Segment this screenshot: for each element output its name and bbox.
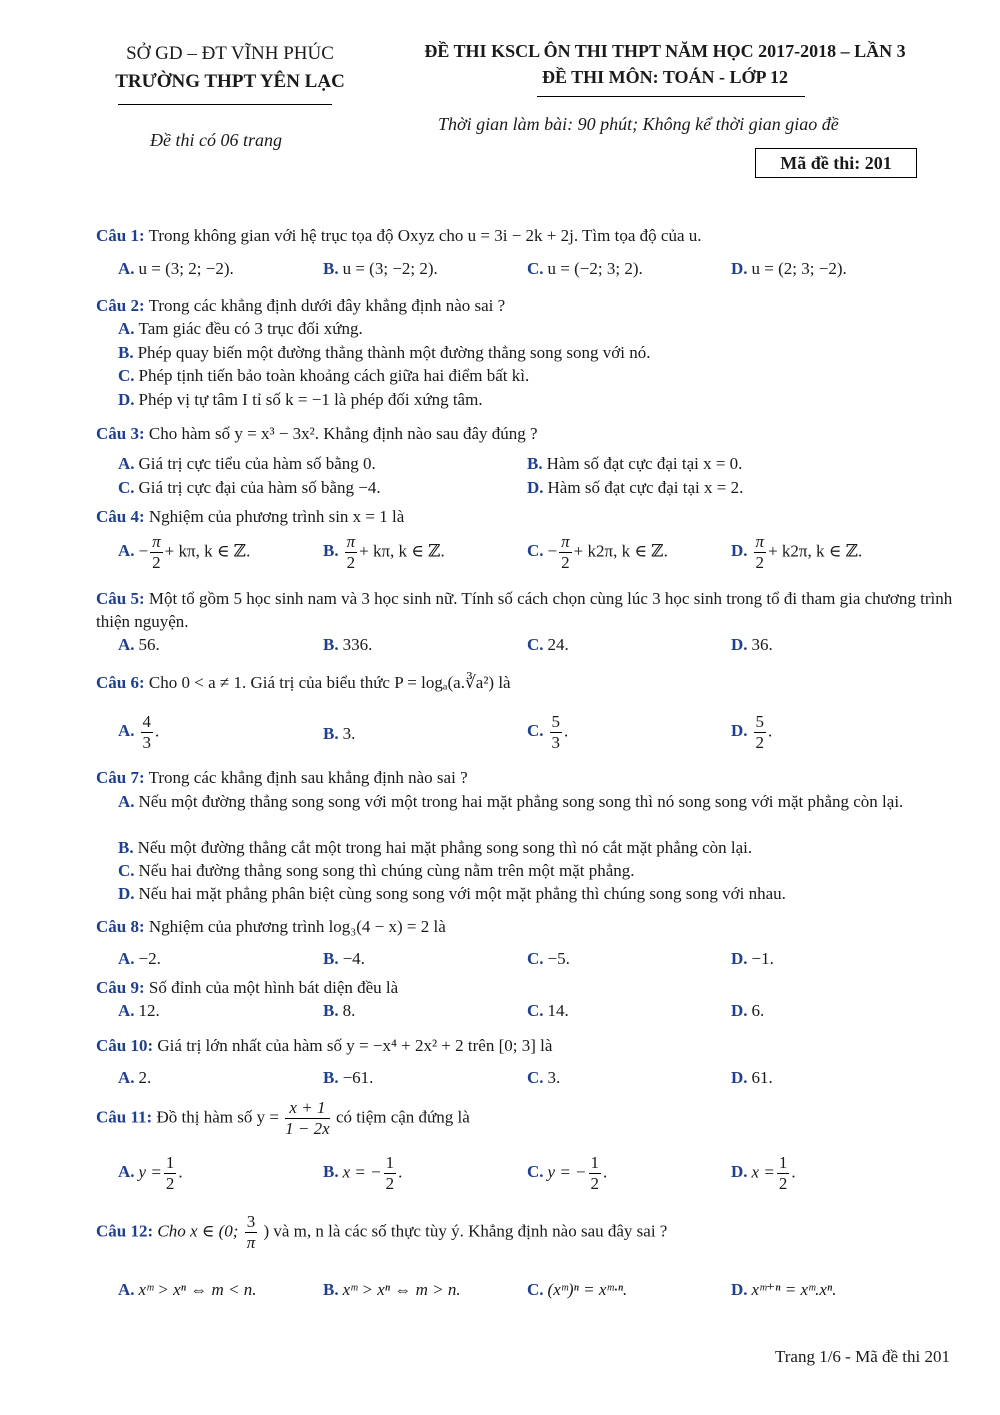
q9-option-b[interactable]	[323, 999, 355, 1022]
option-letter: B.	[323, 949, 339, 968]
option-text: x =	[751, 1162, 775, 1182]
option-letter: A.	[118, 454, 135, 473]
option-text: 56.	[138, 635, 160, 654]
q11-option-c[interactable]: C. y = − $\frac{1}{2}$ .	[527, 1153, 608, 1193]
q3-option-c[interactable]	[118, 476, 381, 499]
fraction-numerator: x + 1	[285, 1098, 330, 1119]
q7-option-b[interactable]	[118, 836, 968, 859]
option-text: y =	[138, 1162, 162, 1182]
q1-option-a[interactable]	[118, 257, 234, 280]
q6-option-d[interactable]	[731, 712, 772, 753]
dept-name: SỞ GD – ĐT VĨNH PHÚC	[126, 43, 334, 64]
q5-option-c[interactable]	[527, 633, 569, 656]
option-text: Hàm số đạt cực đại tại x = 0.	[546, 454, 743, 473]
option-text: −5.	[547, 949, 570, 968]
header-right	[380, 38, 950, 90]
question-4	[96, 505, 966, 528]
option-text: 336.	[342, 635, 373, 654]
option-letter: A.	[118, 721, 135, 741]
q11-option-d[interactable]: D. x = $\frac{1}{2}$ .	[731, 1153, 796, 1193]
interval-fraction: $\frac{3}{\pi}$	[246, 1212, 256, 1252]
q2-option-a[interactable]	[118, 317, 968, 340]
option-letter: B.	[323, 259, 339, 278]
question-2	[96, 294, 966, 317]
option-letter: D.	[731, 541, 748, 561]
question-label: Câu 6:	[96, 673, 145, 692]
fraction: $\frac{1}{2}$	[165, 1153, 175, 1193]
option-letter: B.	[323, 1162, 339, 1182]
question-text: Giá trị lớn nhất của hàm số y = −x⁴ + 2x² + 2 trên [0; 3] là	[157, 1036, 553, 1055]
question-label: Câu 3:	[96, 424, 145, 443]
fraction: $\frac{\pi}{2}$	[152, 532, 161, 572]
option-text: 61.	[751, 1068, 773, 1087]
option-text: 14.	[547, 1001, 569, 1020]
q6-option-a[interactable]	[118, 712, 159, 753]
q4-option-c[interactable]: C. − $\frac{\pi}{2}$ + k2π, k ∈ ℤ.	[527, 532, 668, 572]
header-left-rule	[118, 104, 332, 105]
option-text: u = (2; 3; −2).	[751, 259, 847, 278]
question-label: Câu 12:	[96, 1221, 154, 1241]
option-letter: D.	[731, 1280, 748, 1299]
option-text: Nếu hai mặt phẳng phân biệt cùng song song với một mặt phẳng thì chúng song song với nhau.	[138, 884, 786, 903]
question-text: Một tổ gồm 5 học sinh nam và 3 học sinh nữ. Tính số cách chọn cùng lúc 3 học sinh trong tổ đi tham gia chương trình thiện nguyện.	[96, 589, 953, 631]
q12-option-d[interactable]	[731, 1278, 837, 1301]
option-text: (xᵐ)ⁿ = xᵐ·ⁿ.	[547, 1280, 628, 1299]
option-letter: B.	[527, 454, 543, 473]
fraction-denominator: 1 − 2x	[285, 1119, 330, 1138]
option-text: + kπ, k ∈ ℤ.	[164, 541, 251, 561]
option-text: 3.	[342, 724, 356, 743]
fraction: $\frac{\pi}{2}$	[561, 532, 570, 572]
q8-option-a[interactable]	[118, 947, 161, 970]
q10-option-d[interactable]	[731, 1066, 773, 1089]
option-text: 8.	[342, 1001, 356, 1020]
q7-option-a[interactable]	[96, 790, 966, 813]
option-letter: C.	[527, 1162, 544, 1182]
q4-option-b[interactable]	[323, 532, 445, 573]
option-letter: A.	[118, 949, 135, 968]
option-letter: C.	[118, 861, 135, 880]
option-letter: B.	[323, 635, 339, 654]
question-text: Số đỉnh của một hình bát diện đều là	[148, 978, 399, 997]
question-1	[96, 224, 966, 247]
q11-option-a[interactable]: A. y = $\frac{1}{2}$ .	[118, 1153, 183, 1193]
q4-option-a[interactable]: A. − $\frac{\pi}{2}$ + kπ, k ∈ ℤ.	[118, 532, 251, 572]
option-text: xᵐ > xⁿ ⇔ m > n.	[342, 1280, 461, 1299]
question-text-post: ) và m, n là các số thực tùy ý. Khẳng định nào sau đây sai ?	[263, 1221, 668, 1241]
q9-option-d[interactable]	[731, 999, 764, 1022]
school-name: TRƯỜNG THPT YÊN LẠC	[115, 71, 345, 92]
fraction: $\frac{1}{2}$	[385, 1153, 395, 1193]
option-text: 12.	[138, 1001, 160, 1020]
option-text: Nếu hai đường thẳng song song thì chúng cùng nằm trên một mặt phẳng.	[138, 861, 635, 880]
page-footer: Trang 1/6 - Mã đề thi 201	[774, 1347, 950, 1366]
option-text: Giá trị cực tiểu của hàm số bằng 0.	[138, 454, 376, 473]
option-text: Tam giác đều có 3 trục đối xứng.	[138, 319, 363, 338]
q8-option-d[interactable]	[731, 947, 774, 970]
question-12	[96, 1212, 966, 1253]
option-text: + kπ, k ∈ ℤ.	[359, 541, 445, 561]
q1-option-c[interactable]	[527, 257, 643, 280]
option-text: 24.	[547, 635, 569, 654]
option-text: xᵐ⁺ⁿ = xᵐ.xⁿ.	[751, 1280, 837, 1299]
q7-option-c[interactable]	[118, 859, 968, 882]
option-letter: D.	[731, 259, 748, 278]
option-letter: D.	[731, 1001, 748, 1020]
q12-option-c[interactable]	[527, 1278, 627, 1301]
header-left	[60, 40, 400, 96]
fraction: $\frac{1}{2}$	[778, 1153, 788, 1193]
question-text: Cho hàm số y = x³ − 3x². Khẳng định nào sau đây đúng ?	[148, 424, 538, 443]
pages-note: Đề thi có 06 trang	[150, 130, 282, 150]
option-text: 36.	[751, 635, 773, 654]
question-label: Câu 7:	[96, 768, 145, 787]
q5-option-b[interactable]	[323, 633, 372, 656]
option-letter: C.	[527, 1001, 544, 1020]
fraction: $\frac{\pi}{2}$	[346, 532, 356, 572]
option-letter: B.	[323, 724, 339, 743]
option-letter: C.	[527, 259, 544, 278]
question-label: Câu 8:	[96, 917, 145, 936]
q2-option-b[interactable]	[118, 341, 968, 364]
option-letter: A.	[118, 1001, 135, 1020]
option-letter: B.	[323, 1068, 339, 1087]
q10-option-a[interactable]	[118, 1066, 151, 1089]
question-text-pre: Đồ thị hàm số y =	[156, 1107, 279, 1127]
option-letter: A.	[118, 1280, 135, 1299]
q5-option-d[interactable]	[731, 633, 773, 656]
q5-option-a[interactable]	[118, 633, 160, 656]
fraction: $\frac{1}{2}$	[590, 1153, 600, 1193]
option-letter: A.	[118, 541, 135, 561]
option-text: Hàm số đạt cực đại tại x = 2.	[547, 478, 744, 497]
question-label: Câu 9:	[96, 978, 145, 997]
option-letter: C.	[118, 478, 135, 497]
option-text: x = −	[342, 1162, 382, 1182]
question-text: Trong các khẳng định sau khẳng định nào sai ?	[148, 768, 468, 787]
fraction: $\frac{\pi}{2}$	[755, 532, 765, 572]
option-text: Phép tịnh tiến bảo toàn khoảng cách giữa hai điểm bất kì.	[138, 366, 530, 385]
question-3	[96, 422, 966, 445]
q9-option-a[interactable]	[118, 999, 160, 1022]
option-letter: D.	[118, 884, 135, 903]
option-text: xᵐ > xⁿ ⇔ m < n.	[138, 1280, 257, 1299]
q8-option-b[interactable]	[323, 947, 365, 970]
question-5	[96, 587, 966, 633]
q2-option-d[interactable]	[118, 388, 968, 411]
q8-option-c[interactable]	[527, 947, 570, 970]
question-text-pre: Cho x ∈ (0;	[157, 1221, 239, 1241]
q6-option-c[interactable]	[527, 712, 568, 753]
option-text: u = (3; −2; 2).	[342, 259, 438, 278]
question-label: Câu 4:	[96, 507, 145, 526]
question-6	[96, 671, 966, 694]
option-letter: D.	[731, 949, 748, 968]
question-11	[96, 1098, 966, 1139]
question-9	[96, 976, 966, 999]
q10-option-b[interactable]	[323, 1066, 373, 1089]
question-10	[96, 1034, 966, 1057]
q12-option-a[interactable]	[118, 1278, 257, 1301]
question-label: Câu 2:	[96, 296, 145, 315]
option-letter: A.	[118, 792, 135, 811]
time-note: Thời gian làm bài: 90 phút; Không kể thời gian giao đề	[438, 114, 839, 134]
question-text: Trong không gian với hệ trục tọa độ Oxyz cho u = 3i − 2k + 2j. Tìm tọa độ của u.	[148, 226, 702, 245]
option-letter: C.	[527, 1068, 544, 1087]
option-text: Giá trị cực đại của hàm số bằng −4.	[138, 478, 381, 497]
question-text: Nghiệm của phương trình log₃(4 − x) = 2 là	[148, 917, 446, 936]
option-letter: C.	[118, 366, 135, 385]
q10-option-c[interactable]	[527, 1066, 560, 1089]
q6-option-b[interactable]	[323, 722, 355, 745]
option-text: Phép quay biến một đường thẳng thành một đường thẳng song song với nó.	[137, 343, 651, 362]
fraction: $\frac{4}{3}$	[142, 712, 152, 752]
option-letter: D.	[731, 1162, 748, 1182]
option-text: .	[564, 721, 569, 741]
q12-option-b[interactable]	[323, 1278, 461, 1301]
option-text: 6.	[751, 1001, 765, 1020]
fraction: $\frac{5}{3}$	[551, 712, 561, 752]
option-text: −61.	[342, 1068, 374, 1087]
question-text: Cho 0 < a ≠ 1. Giá trị của biểu thức P = logₐ(a.∛a²) là	[148, 673, 511, 692]
option-text: u = (3; 2; −2).	[138, 259, 234, 278]
option-letter: D.	[731, 1068, 748, 1087]
option-letter: A.	[118, 1068, 135, 1087]
option-text: u = (−2; 3; 2).	[547, 259, 643, 278]
option-letter: A.	[118, 319, 135, 338]
option-letter: D.	[527, 478, 544, 497]
q2-option-c[interactable]	[118, 364, 968, 387]
question-text: Trong các khẳng định dưới đây khẳng định nào sai ?	[148, 296, 506, 315]
q7-option-d[interactable]	[118, 882, 968, 905]
option-text: −4.	[342, 949, 365, 968]
option-letter: B.	[118, 343, 134, 362]
option-letter: D.	[118, 390, 135, 409]
option-text: 3.	[547, 1068, 561, 1087]
question-label: Câu 1:	[96, 226, 145, 245]
exam-subject: ĐỀ THI MÔN: TOÁN - LỚP 12	[541, 67, 789, 87]
question-7	[96, 766, 966, 789]
option-text: Nếu một đường thẳng cắt một trong hai mặt phẳng song song thì nó cắt mặt phẳng còn lại.	[137, 838, 753, 857]
option-letter: D.	[731, 635, 748, 654]
q11-option-b[interactable]: B. x = − $\frac{1}{2}$ .	[323, 1153, 403, 1193]
option-text: Phép vị tự tâm I tỉ số k = −1 là phép đối xứng tâm.	[138, 390, 483, 409]
q3-option-b[interactable]	[527, 452, 742, 475]
exam-code-box: Mã đề thi: 201	[755, 148, 917, 178]
option-letter: B.	[323, 1001, 339, 1020]
function-fraction	[285, 1098, 330, 1139]
option-letter: B.	[118, 838, 134, 857]
question-label: Câu 11:	[96, 1107, 153, 1127]
option-letter: A.	[118, 1162, 135, 1182]
option-text: .	[768, 721, 773, 741]
option-text: 2.	[138, 1068, 152, 1087]
q3-option-d[interactable]	[527, 476, 743, 499]
q3-option-a[interactable]	[118, 452, 376, 475]
option-letter: D.	[731, 721, 748, 741]
q4-option-d[interactable]	[731, 532, 862, 573]
q1-option-d[interactable]	[731, 257, 847, 280]
option-text: −1.	[751, 949, 774, 968]
option-letter: B.	[323, 541, 339, 561]
header-right-rule	[537, 96, 805, 97]
question-label: Câu 5:	[96, 589, 145, 608]
option-letter: B.	[323, 1280, 339, 1299]
question-text-post: có tiệm cận đứng là	[335, 1107, 470, 1127]
option-letter: C.	[527, 721, 544, 741]
option-letter: C.	[527, 541, 544, 561]
option-text: + k2π, k ∈ ℤ.	[768, 541, 863, 561]
option-letter: A.	[118, 259, 135, 278]
question-8	[96, 915, 966, 938]
option-text: y = −	[547, 1162, 587, 1182]
option-letter: C.	[527, 635, 544, 654]
option-text: + k2π, k ∈ ℤ.	[573, 541, 668, 561]
q9-option-c[interactable]	[527, 999, 569, 1022]
question-label: Câu 10:	[96, 1036, 154, 1055]
q1-option-b[interactable]	[323, 257, 438, 280]
option-text: −2.	[138, 949, 161, 968]
question-text: Nghiệm của phương trình sin x = 1 là	[148, 507, 405, 526]
fraction: $\frac{5}{2}$	[755, 712, 765, 752]
option-text: Nếu một đường thẳng song song với một trong hai mặt phẳng song song thì nó song song với mặt phẳng còn lại.	[138, 792, 904, 811]
option-text: .	[155, 721, 160, 741]
option-letter: C.	[527, 1280, 544, 1299]
option-letter: C.	[527, 949, 544, 968]
exam-title: ĐỀ THI KSCL ÔN THI THPT NĂM HỌC 2017-2018 – LẦN 3	[424, 41, 906, 61]
option-letter: A.	[118, 635, 135, 654]
